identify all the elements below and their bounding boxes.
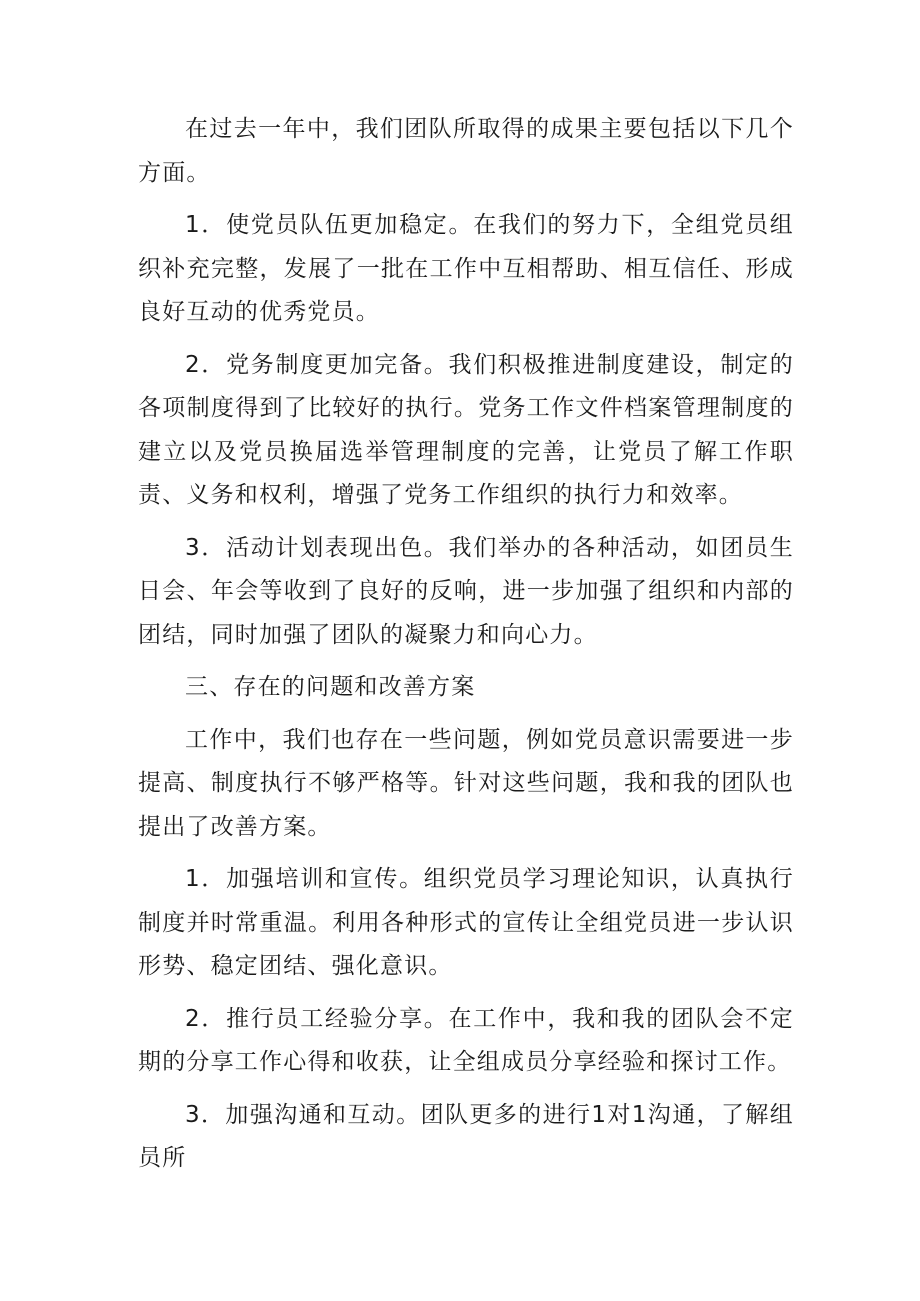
document-body bbox=[138, 108, 794, 1190]
paragraph-improvement-1: 1．加强培训和宣传。组织党员学习理论知识，认真执行制度并时常重温。利用各种形式的宣传让全组党员进一步认识形势、稳定团结、强化意识。 bbox=[138, 866, 794, 979]
paragraph-improvement-3: 3．加强沟通和互动。团队更多的进行1对1沟通，了解组员所 bbox=[138, 1101, 794, 1171]
paragraph-intro: 在过去一年中，我们团队所取得的成果主要包括以下几个方面。 bbox=[138, 116, 794, 186]
paragraph-problems-intro: 工作中，我们也存在一些问题，例如党员意识需要进一步提高、制度执行不够严格等。针对这些问题，我和我的团队也提出了改善方案。 bbox=[138, 726, 794, 840]
paragraph-achievement-1: 1．使党员队伍更加稳定。在我们的努力下，全组党员组织补充完整，发展了一批在工作中互相帮助、相互信任、形成良好互动的优秀党员。 bbox=[138, 212, 794, 325]
paragraph-achievement-3: 3．活动计划表现出色。我们举办的各种活动，如团员生日会、年会等收到了良好的反响，进一步加强了组织和内部的团结，同时加强了团队的凝聚力和向心力。 bbox=[138, 534, 794, 648]
paragraph-achievement-2: 2．党务制度更加完备。我们积极推进制度建设，制定的各项制度得到了比较好的执行。党务工作文件档案管理制度的建立以及党员换届选举管理制度的完善，让党员了解工作职责、义务和权利，增强了党务工作组织的执行力和效率。 bbox=[138, 351, 794, 508]
paragraph-improvement-2: 2．推行员工经验分享。在工作中，我和我的团队会不定期的分享工作心得和收获，让全组成员分享经验和探讨工作。 bbox=[138, 1005, 794, 1075]
section-heading-problems: 三、存在的问题和改善方案 bbox=[185, 674, 476, 700]
